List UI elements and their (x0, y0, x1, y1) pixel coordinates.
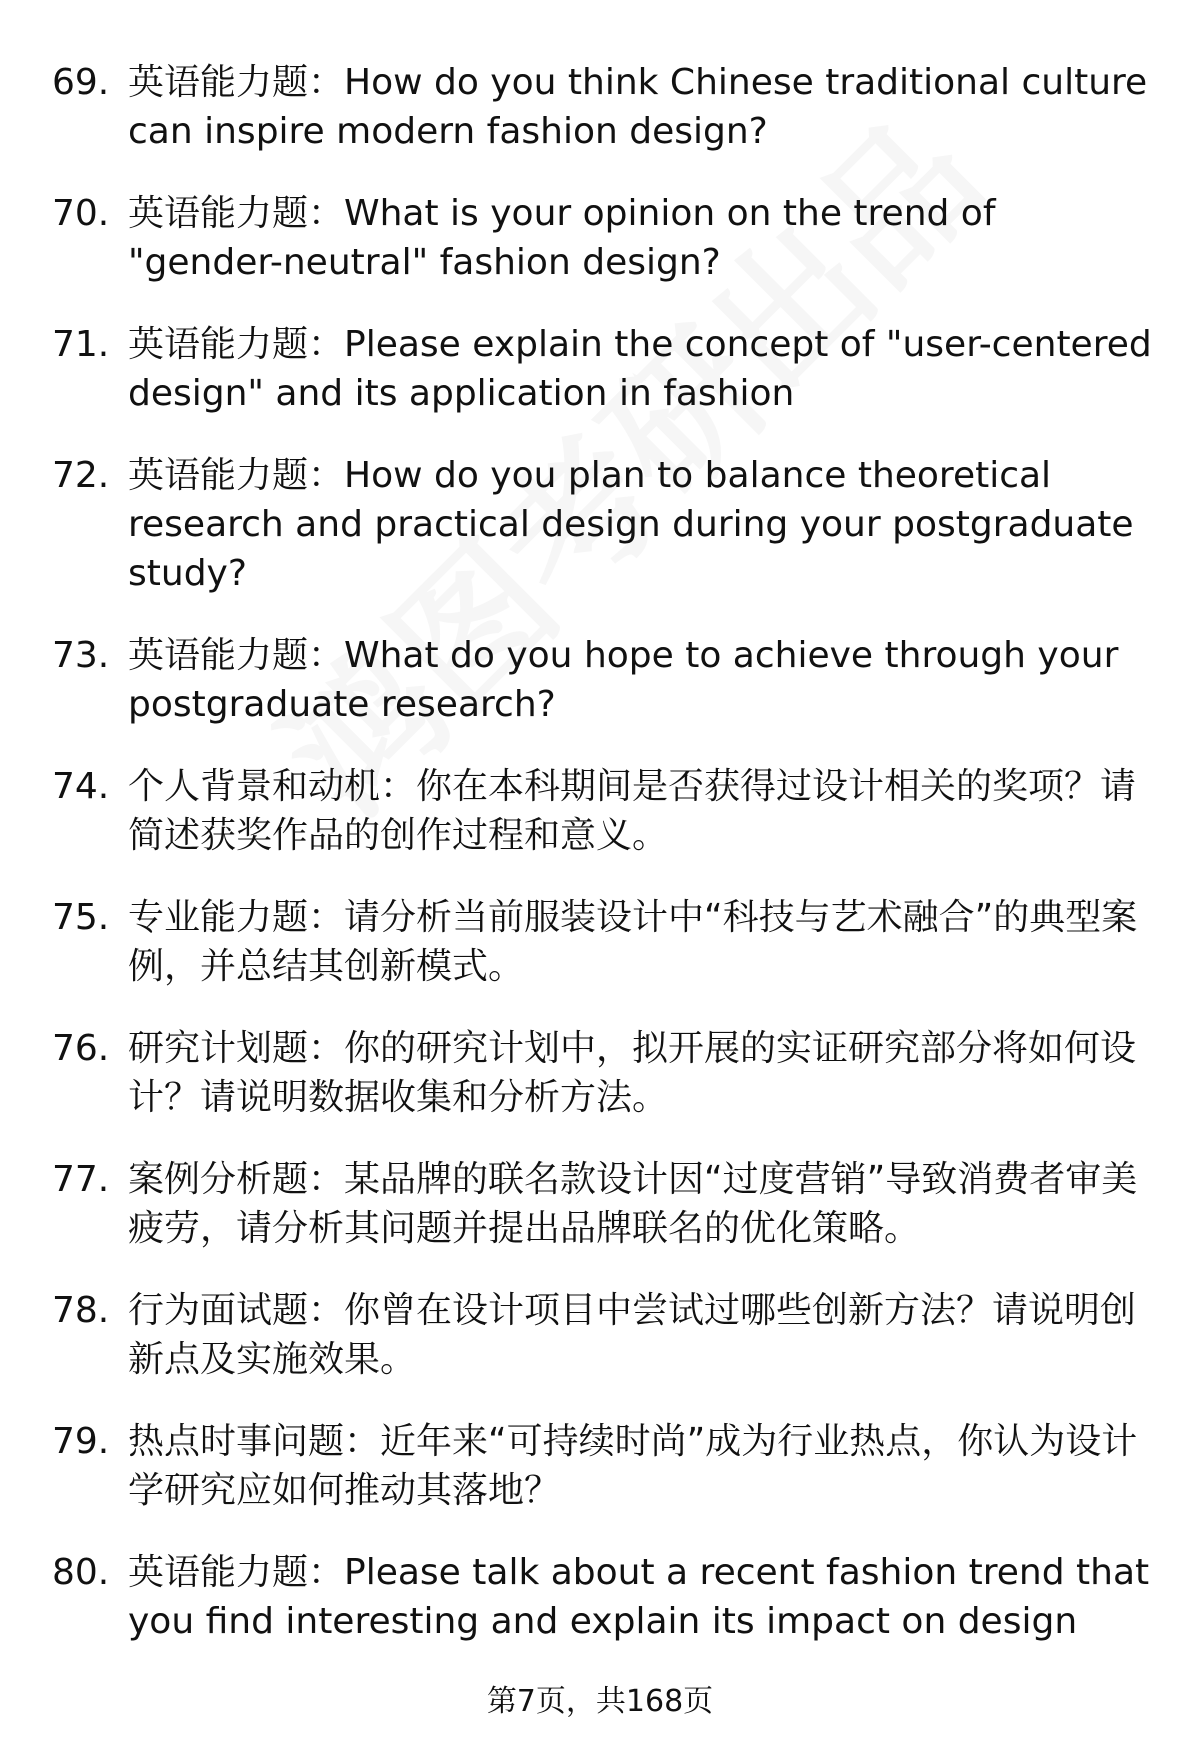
question-number: 73. (52, 635, 110, 676)
question-text: 英语能力题：Please explain the concept of "user-centered design" and its application in fashion (128, 324, 1152, 414)
question-number: 79. (52, 1421, 110, 1462)
page-number-label: 第7页，共168页 (486, 1684, 714, 1719)
question-item-74 (52, 762, 1152, 860)
question-number: 72. (52, 455, 110, 496)
question-item-75 (52, 893, 1152, 991)
question-item-70 (52, 189, 1152, 287)
question-number: 78. (52, 1290, 110, 1331)
question-item-80 (52, 1548, 1152, 1646)
page-footer (0, 1682, 1200, 1722)
question-number: 76. (52, 1028, 110, 1069)
question-text: 专业能力题：请分析当前服装设计中“科技与艺术融合”的典型案例，并总结其创新模式。 (128, 897, 1138, 987)
question-item-73 (52, 631, 1152, 729)
question-item-77 (52, 1155, 1152, 1253)
question-text: 案例分析题：某品牌的联名款设计因“过度营销”导致消费者审美疲劳，请分析其问题并提出品牌联名的优化策略。 (128, 1159, 1138, 1249)
question-number: 70. (52, 193, 110, 234)
question-number: 77. (52, 1159, 110, 1200)
question-number: 80. (52, 1552, 110, 1593)
question-text: 英语能力题：What is your opinion on the trend of "gender-neutral" fashion design? (128, 193, 996, 283)
question-text: 个人背景和动机：你在本科期间是否获得过设计相关的奖项？请简述获奖作品的创作过程和意义。 (128, 766, 1137, 856)
question-number: 74. (52, 766, 110, 807)
question-item-69 (52, 58, 1152, 156)
question-text: 英语能力题：Please talk about a recent fashion trend that you find interesting and explain its impact on design (128, 1552, 1150, 1642)
question-text: 英语能力题：What do you hope to achieve through your postgraduate research? (128, 635, 1119, 725)
question-text: 行为面试题：你曾在设计项目中尝试过哪些创新方法？请说明创新点及实施效果。 (128, 1290, 1137, 1380)
question-text: 热点时事问题：近年来“可持续时尚”成为行业热点，你认为设计学研究应如何推动其落地？ (128, 1421, 1138, 1511)
question-number: 71. (52, 324, 110, 365)
question-text: 英语能力题：How do you plan to balance theoretical research and practical design during your postgraduate study? (128, 455, 1134, 594)
question-item-79 (52, 1417, 1152, 1515)
question-item-71 (52, 320, 1152, 418)
question-list (52, 58, 1152, 1679)
question-item-78 (52, 1286, 1152, 1384)
question-item-72 (52, 451, 1152, 598)
question-number: 75. (52, 897, 110, 938)
question-item-76 (52, 1024, 1152, 1122)
question-text: 研究计划题：你的研究计划中，拟开展的实证研究部分将如何设计？请说明数据收集和分析方法。 (128, 1028, 1137, 1118)
question-number: 69. (52, 62, 110, 103)
question-text: 英语能力题：How do you think Chinese traditional culture can inspire modern fashion design? (128, 62, 1148, 152)
